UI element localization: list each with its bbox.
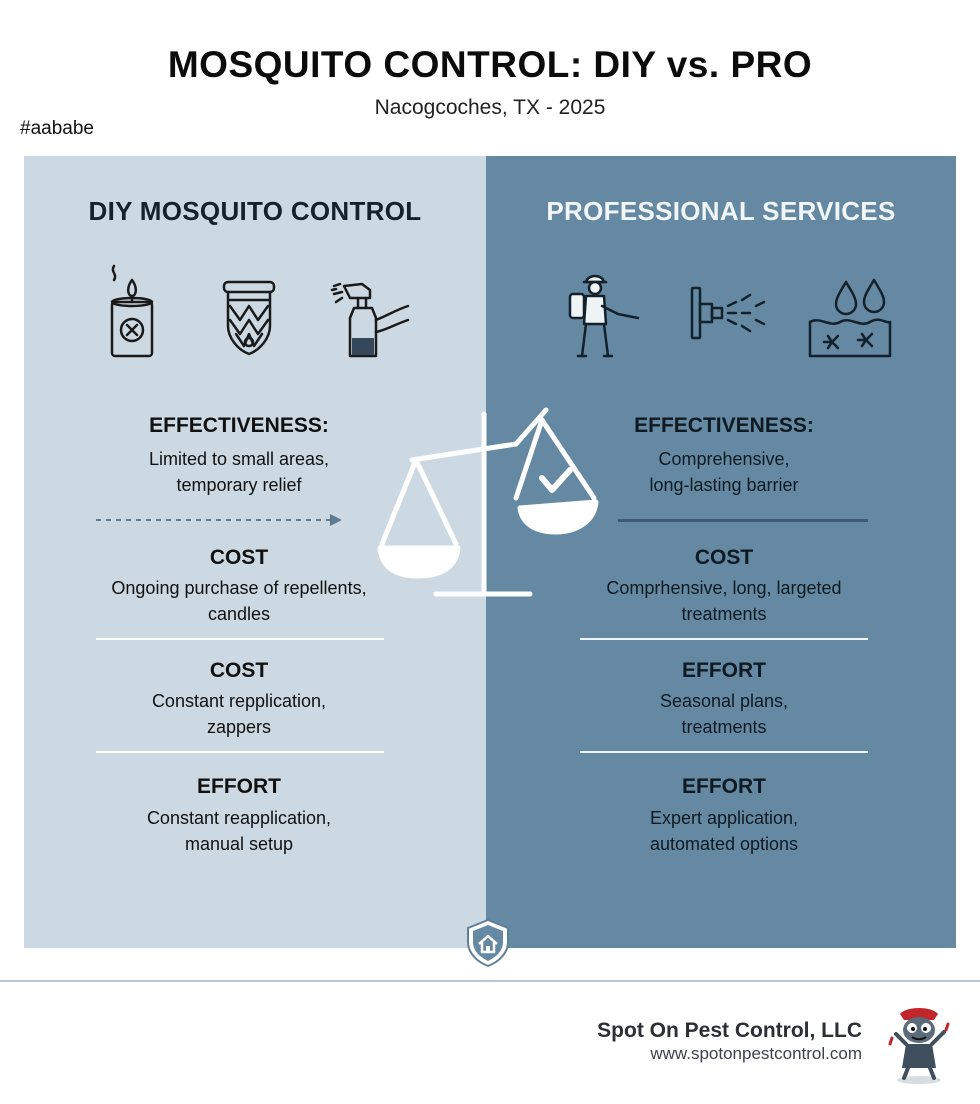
pro-effectiveness-title: EFFECTIVENESS: bbox=[634, 414, 814, 437]
diy-divider bbox=[96, 751, 384, 753]
page-title: MOSQUITO CONTROL: DIY vs. PRO bbox=[167, 44, 813, 85]
text-line: treatments bbox=[681, 604, 767, 624]
pro-cost-text bbox=[578, 575, 870, 627]
pro-effort-text bbox=[578, 688, 870, 740]
pro-divider bbox=[580, 751, 868, 753]
color-tag: #aababe bbox=[20, 118, 94, 139]
page-subtitle: Nacogcoches, TX - 2025 bbox=[374, 96, 606, 119]
diy-cost2-title: COST bbox=[209, 659, 269, 682]
water-larvae-icon bbox=[806, 278, 894, 360]
text-line: treatments bbox=[681, 717, 767, 737]
text-line: Seasonal plans, bbox=[659, 691, 789, 711]
pro-effectiveness-text bbox=[578, 446, 870, 498]
text-line: manual setup bbox=[184, 834, 294, 854]
text-line: long-lasting barrier bbox=[649, 475, 799, 495]
text-line: Comprhensive, long, largeted bbox=[606, 578, 842, 598]
text-line: zappers bbox=[206, 717, 272, 737]
balance-scale-icon bbox=[376, 404, 602, 600]
pro-cost-title: COST bbox=[694, 546, 754, 569]
pro-effort2-title: EFFORT bbox=[682, 775, 766, 798]
diy-cost-text bbox=[84, 575, 394, 627]
text-line: Limited to small areas, bbox=[148, 449, 330, 469]
diy-cost2-text bbox=[84, 688, 394, 740]
dashed-arrow bbox=[96, 513, 344, 527]
text-line: Ongoing purchase of repellents, bbox=[111, 578, 367, 598]
candle-icon bbox=[100, 262, 162, 362]
mascot-icon bbox=[886, 1004, 952, 1086]
diy-cost-title: COST bbox=[209, 546, 269, 569]
footer-divider bbox=[0, 980, 980, 982]
pro-effort2-text bbox=[578, 805, 870, 857]
text-line: Expert application, bbox=[649, 808, 799, 828]
pro-heading: PROFESSIONAL SERVICES bbox=[546, 196, 896, 226]
text-line: temporary relief bbox=[176, 475, 302, 495]
technician-sprayer-icon bbox=[562, 272, 642, 362]
diy-divider bbox=[96, 638, 384, 640]
pro-divider bbox=[580, 638, 868, 640]
pro-accent-divider bbox=[618, 519, 868, 522]
pro-effort-title: EFFORT bbox=[682, 659, 766, 682]
text-line: candles bbox=[207, 604, 271, 624]
spray-bottle-icon bbox=[330, 276, 412, 362]
diy-effectiveness-title: EFFECTIVENESS: bbox=[149, 414, 329, 437]
text-line: Comprehensive, bbox=[658, 449, 790, 469]
text-line: Constant repplication, bbox=[151, 691, 327, 711]
shield-home-icon bbox=[466, 918, 510, 968]
text-line: automated options bbox=[649, 834, 799, 854]
diy-effort-title: EFFORT bbox=[197, 775, 281, 798]
company-name: Spot On Pest Control, LLC bbox=[597, 1019, 862, 1042]
text-line: Constant reapplication, bbox=[146, 808, 332, 828]
misting-nozzle-icon bbox=[690, 286, 770, 340]
company-url[interactable]: www.spotonpestcontrol.com bbox=[650, 1044, 862, 1063]
diy-heading: DIY MOSQUITO CONTROL bbox=[88, 196, 422, 226]
bug-zapper-icon bbox=[218, 276, 280, 360]
diy-effectiveness-text bbox=[84, 446, 394, 498]
diy-effort-text bbox=[84, 805, 394, 857]
